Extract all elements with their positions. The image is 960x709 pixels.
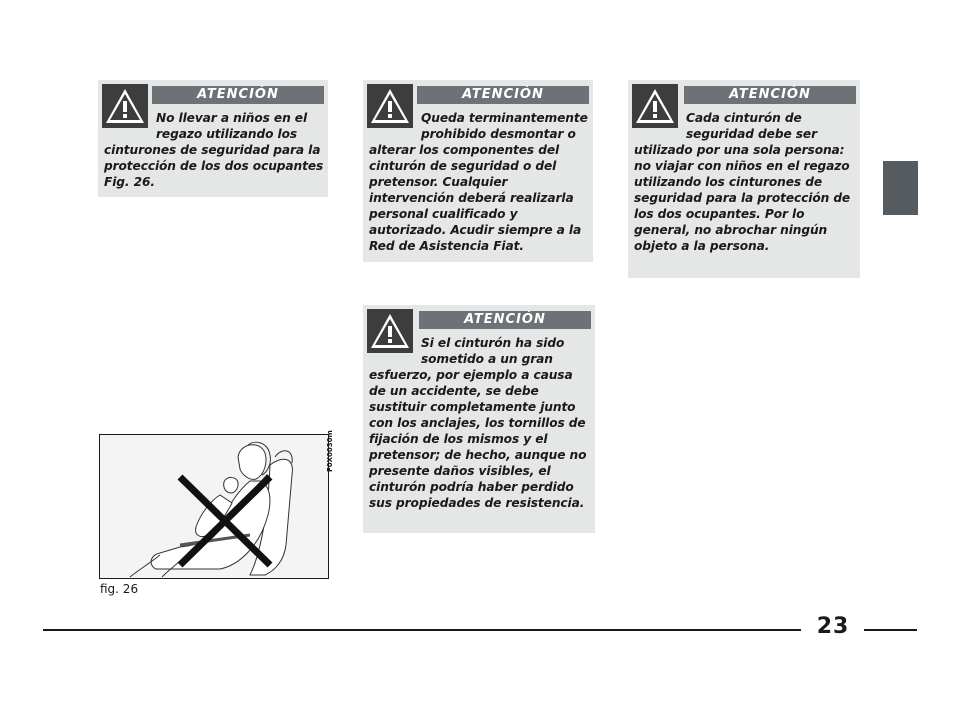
section-tab-marker: [883, 161, 918, 215]
footer-rule-left: [43, 629, 801, 631]
warning-text-content: Cada cinturón de seguridad debe ser utilizado por una sola persona: no viajar con niños en el regazo utilizando los cinturones de seguridad para la protección de los dos ocupantes. Por lo general, no abrochar ningún objeto a la persona.: [634, 111, 851, 253]
warning-text-content: No llevar a niños en el regazo utilizando los cinturones de seguridad para la protección de los dos ocupantes Fig. 26.: [104, 111, 324, 189]
warning-triangle-icon: [632, 84, 678, 128]
figure-child-on-lap-illustration: [99, 434, 329, 579]
warning-heading: ATENCIÓN: [417, 86, 589, 104]
illustration-svg: [100, 435, 329, 579]
page-number: 23: [816, 614, 850, 639]
footer-rule-right: [864, 629, 917, 631]
warning-box-1: [98, 80, 328, 197]
figure-code: F0X0030m: [326, 430, 334, 472]
figure-caption: fig. 26: [100, 582, 139, 596]
warning-heading: ATENCIÓN: [152, 86, 324, 104]
warning-triangle-icon: [367, 84, 413, 128]
warning-triangle-icon: [367, 309, 413, 353]
warning-text-content: Queda terminantemente prohibido desmontar o alterar los componentes del cinturón de seguridad o del pretensor. Cualquier intervención deberá realizarla personal cualificado y autorizado. Acudir siempre a la Red de Asistencia Fiat.: [369, 111, 588, 253]
warning-box-4: [363, 305, 595, 533]
warning-box-2: [363, 80, 593, 262]
warning-heading: ATENCIÓN: [419, 311, 591, 329]
warning-triangle-icon: [102, 84, 148, 128]
warning-heading: ATENCIÓN: [684, 86, 856, 104]
warning-box-3: [628, 80, 860, 278]
warning-text-content: Si el cinturón ha sido sometido a un gran esfuerzo, por ejemplo a causa de un accidente, se debe sustituir completamente junto con los anclajes, los tornillos de fijación de los mismos y el pretensor; de hecho, aunque no presente daños visibles, el cinturón podría haber perdido sus propiedades de resistencia.: [369, 336, 587, 510]
